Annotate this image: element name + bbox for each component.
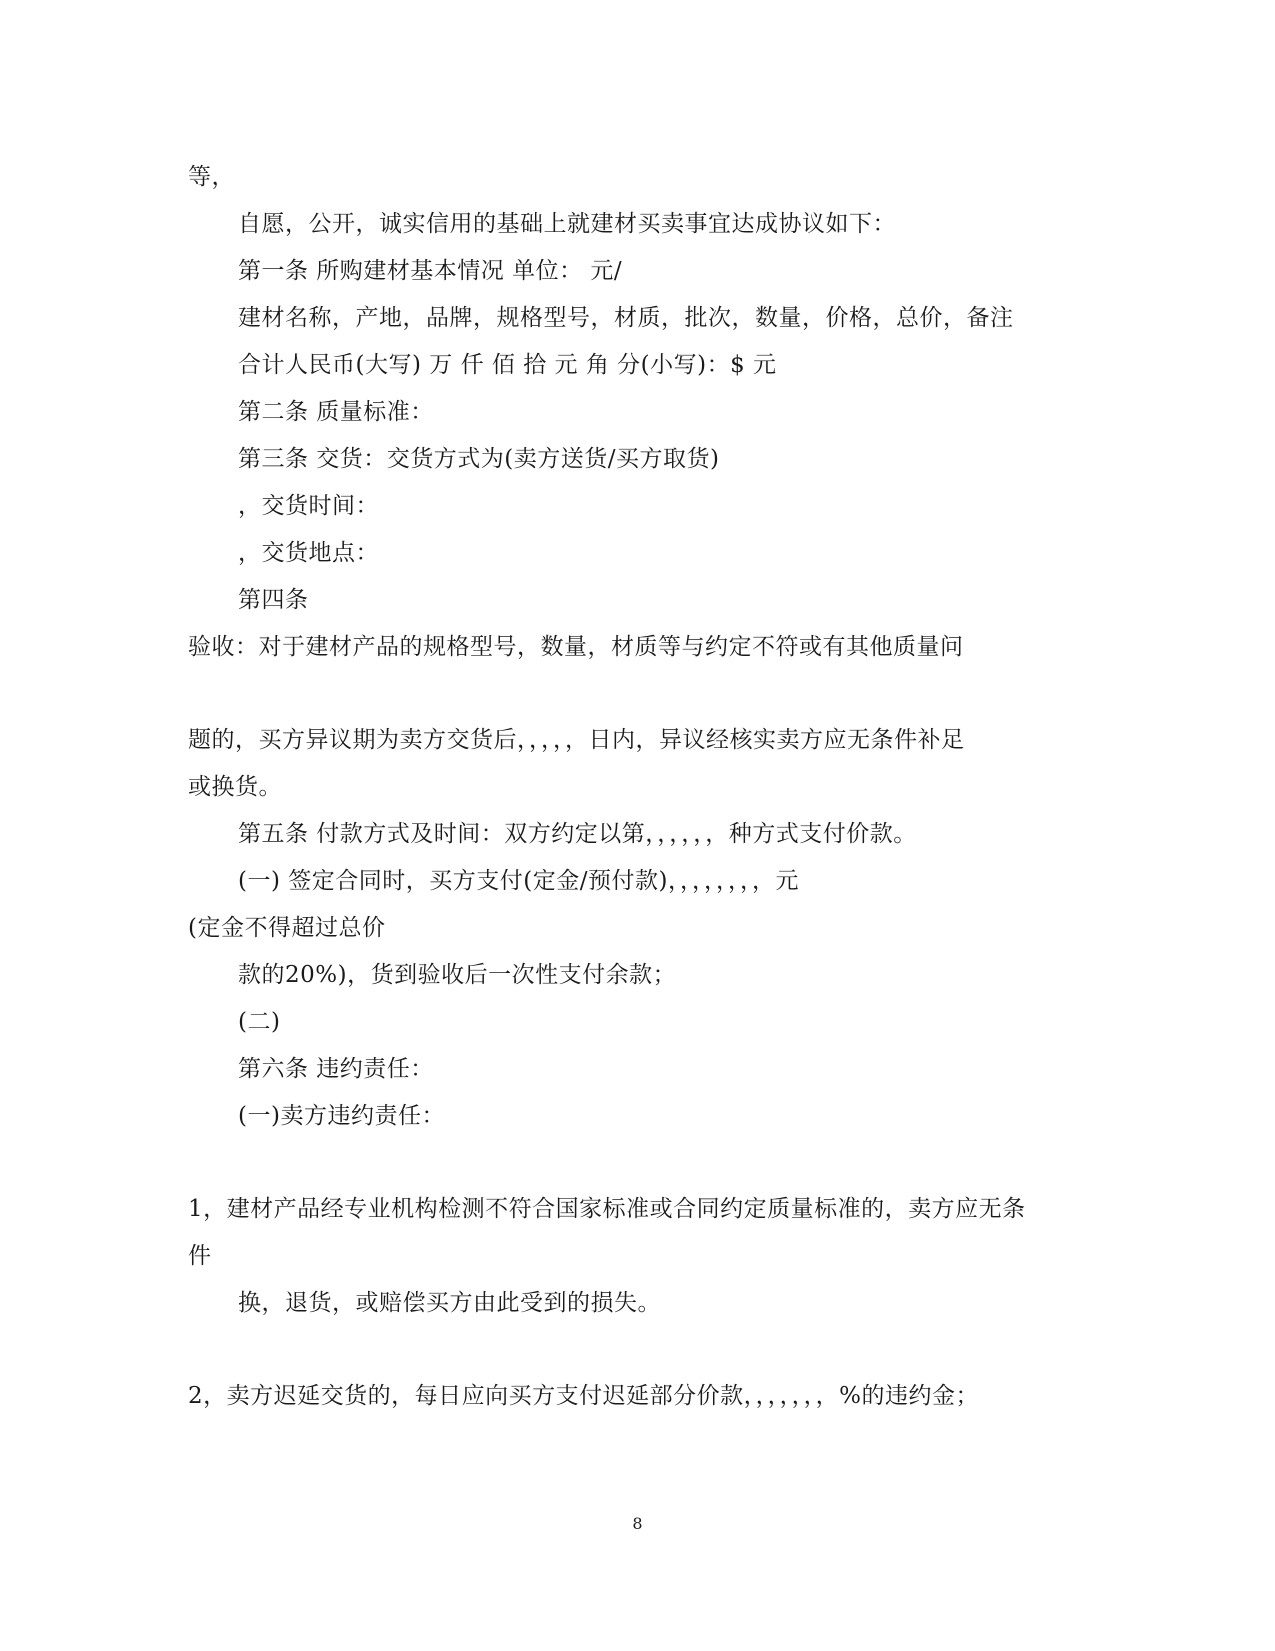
text-line: (二) [238, 1009, 281, 1035]
text-line: 第三条 交货：交货方式为(卖方送货/买方取货) [238, 446, 720, 472]
text-line: (定金不得超过总价 [188, 915, 386, 941]
text-line: 件 [188, 1243, 212, 1269]
page-number: 8 [632, 1514, 643, 1533]
text-line: 第一条 所购建材基本情况 单位： 元/ [238, 258, 623, 284]
text-line: 第二条 质量标准： [238, 399, 434, 425]
text-line: 第六条 违约责任： [238, 1056, 434, 1082]
text-line: 题的，买方异议期为卖方交货后，，，，，日内，异议经核实卖方应无条件补足 [188, 727, 965, 753]
text-line: 2，卖方迟延交货的，每日应向买方支付迟延部分价款，，，，，，，%的违约金； [188, 1383, 979, 1409]
text-line: 款的20%)，货到验收后一次性支付余款； [238, 962, 677, 988]
text-line: 合计人民币(大写) 万 仟 佰 拾 元 角 分(小写)：$ 元 [238, 352, 777, 378]
text-line: 建材名称，产地，品牌，规格型号，材质，批次，数量，价格，总价，备注 [238, 305, 1014, 331]
text-line: ，交货时间： [238, 493, 379, 519]
text-line: (一)卖方违约责任： [238, 1103, 445, 1129]
text-line: ，交货地点： [238, 540, 379, 566]
text-line: 等， [188, 164, 235, 190]
text-line: 换，退货，或赔偿买方由此受到的损失。 [238, 1290, 661, 1316]
text-line: (一) 签定合同时，买方支付(定金/预付款)，，，，，，，，元 [238, 868, 799, 894]
text-line: 验收：对于建材产品的规格型号，数量，材质等与约定不符或有其他质量问 [188, 634, 964, 660]
text-line: 1，建材产品经专业机构检测不符合国家标准或合同约定质量标准的，卖方应无条 [188, 1196, 1026, 1222]
text-line: 自愿，公开，诚实信用的基础上就建材买卖事宜达成协议如下： [238, 211, 896, 237]
text-line: 第四条 [238, 587, 309, 613]
text-line: 或换货。 [188, 774, 282, 800]
text-line: 第五条 付款方式及时间：双方约定以第，，，，，，种方式支付价款。 [238, 821, 917, 847]
